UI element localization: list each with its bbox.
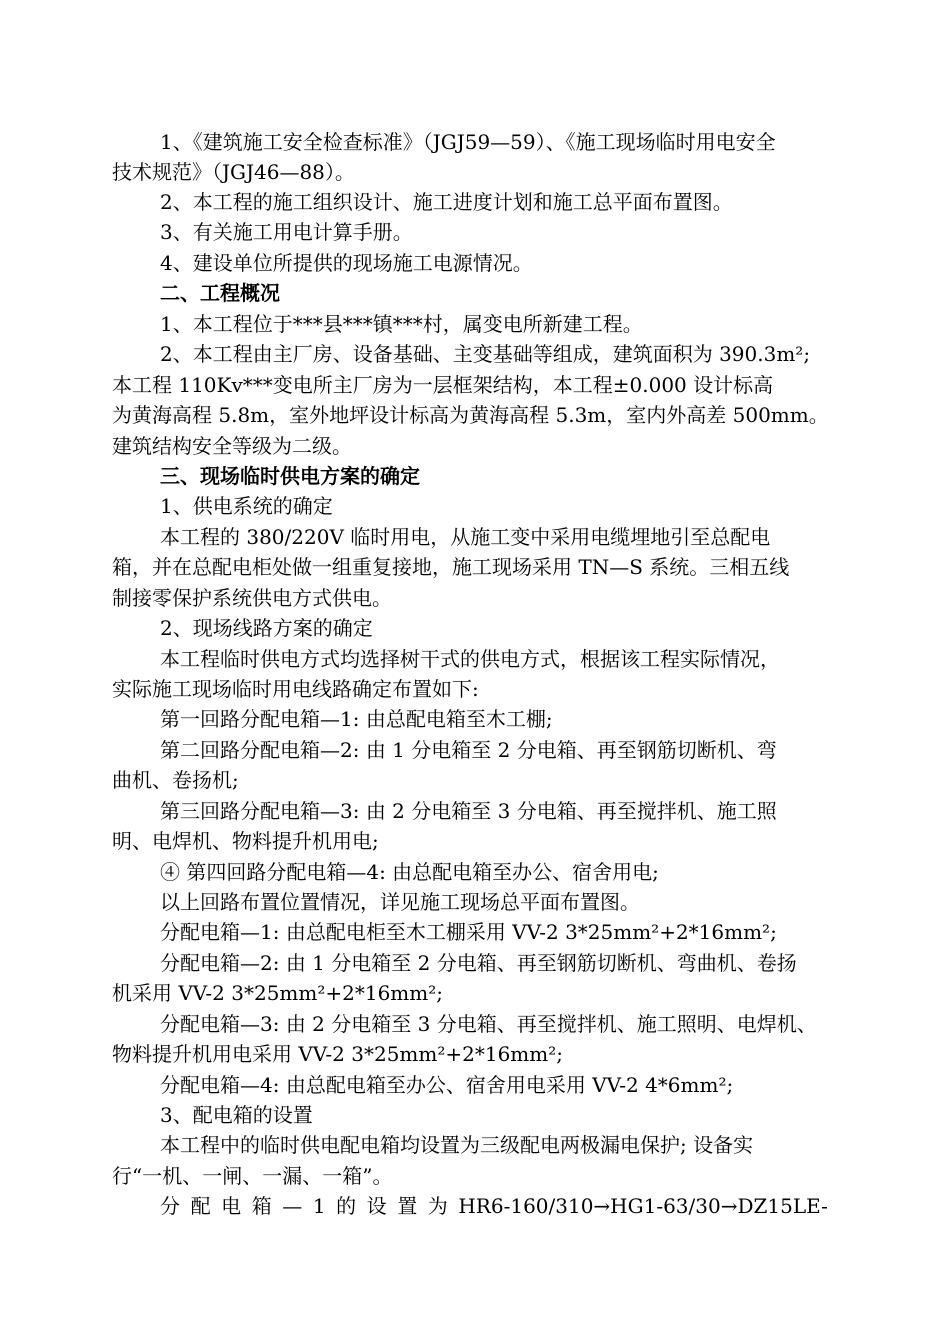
text-token: 1 [312,1194,326,1218]
paragraph-line: 以上回路布置位置情况，详见施工现场总平面布置图。 [160,890,640,914]
paragraph-line: 本工程 110Kv***变电所主厂房为一层框架结构，本工程±0.000 设计标高 [112,373,774,397]
text-token: 配 [190,1194,211,1218]
section-heading: 三、现场临时供电方案的确定 [160,464,420,488]
text-token: 的 [336,1194,357,1218]
paragraph-line: 4、建设单位所提供的现场施工电源情况。 [160,251,533,275]
text-token: — [282,1194,303,1218]
paragraph-line: 本工程临时供电方式均选择树干式的供电方式，根据该工程实际情况， [160,647,780,671]
subsection-heading: 2、现场线路方案的确定 [160,616,373,640]
text-token: 设 [366,1194,387,1218]
paragraph-line: 本工程的 380/220V 临时用电，从施工变中采用电缆埋地引至总配电 [160,525,771,549]
text-token: 箱 [251,1194,272,1218]
text-token: 电 [221,1194,242,1218]
paragraph-line: ④ 第四回路分配电箱—4: 由总配电箱至办公、宿舍用电; [160,860,659,884]
paragraph-line: 制接零保护系统供电方式供电。 [112,586,392,610]
justified-last-line [160,1191,828,1221]
paragraph-line: 本工程中的临时供电配电箱均设置为三级配电两极漏电保护; 设备实 [160,1133,754,1157]
text-token: 为 [427,1194,448,1218]
paragraph-line: 1、本工程位于***县***镇***村，属变电所新建工程。 [160,312,643,336]
paragraph-line: 分配电箱—4: 由总配电箱至办公、宿舍用电采用 VV-2 4*6mm²; [160,1073,734,1097]
section-heading: 二、工程概况 [160,281,280,305]
paragraph-line: 行“一机、一闸、一漏、一箱”。 [112,1164,393,1188]
paragraph-line: 技术规范》（JGJ46—88）。 [112,160,355,184]
paragraph-line: 1、《建筑施工安全检查标准》（JGJ59—59）、《施工现场临时用电安全 [160,130,776,154]
paragraph-line: 分配电箱—1: 由总配电柜至木工棚采用 VV-2 3*25mm²+2*16mm²; [160,920,777,944]
paragraph-line: 2、本工程由主厂房、设备基础、主变基础等组成，建筑面积为 390.3m²; [160,342,811,366]
text-token: HR6-160/310→HG1-63/30→DZ15LE- [458,1194,828,1218]
paragraph-line: 建筑结构安全等级为二级。 [112,434,352,458]
text-token: 分 [160,1194,180,1218]
paragraph-line: 分配电箱—2: 由 1 分电箱至 2 分电箱、再至钢筋切断机、弯曲机、卷扬 [160,951,797,975]
paragraph-line: 明、电焊机、物料提升机用电; [112,829,379,853]
paragraph-line: 分配电箱—3: 由 2 分电箱至 3 分电箱、再至搅拌机、施工照明、电焊机、 [160,1012,817,1036]
text-token: 置 [397,1194,418,1218]
paragraph-line: 箱，并在总配电柜处做一组重复接地，施工现场采用 TN—S 系统。三相五线 [112,555,790,579]
paragraph-line: 第三回路分配电箱—3: 由 2 分电箱至 3 分电箱、再至搅拌机、施工照 [160,799,777,823]
paragraph-line: 第一回路分配电箱—1: 由总配电箱至木工棚; [160,707,553,731]
paragraph-line: 机采用 VV-2 3*25mm²+2*16mm²; [112,981,443,1005]
paragraph-line: 曲机、卷扬机; [112,768,239,792]
paragraph-line: 为黄海高程 5.8m，室外地坪设计标高为黄海高程 5.3m，室内外高差 500mm。 [112,403,829,427]
subsection-heading: 3、配电箱的设置 [160,1103,313,1127]
paragraph-line: 2、本工程的施工组织设计、施工进度计划和施工总平面布置图。 [160,190,733,214]
paragraph-line: 第二回路分配电箱—2: 由 1 分电箱至 2 分电箱、再至钢筋切断机、弯 [160,738,777,762]
paragraph-line: 3、有关施工用电计算手册。 [160,220,413,244]
subsection-heading: 1、供电系统的确定 [160,494,333,518]
paragraph-line: 实际施工现场临时用电线路确定布置如下: [112,677,479,701]
paragraph-line: 物料提升机用电采用 VV-2 3*25mm²+2*16mm²; [112,1042,563,1066]
